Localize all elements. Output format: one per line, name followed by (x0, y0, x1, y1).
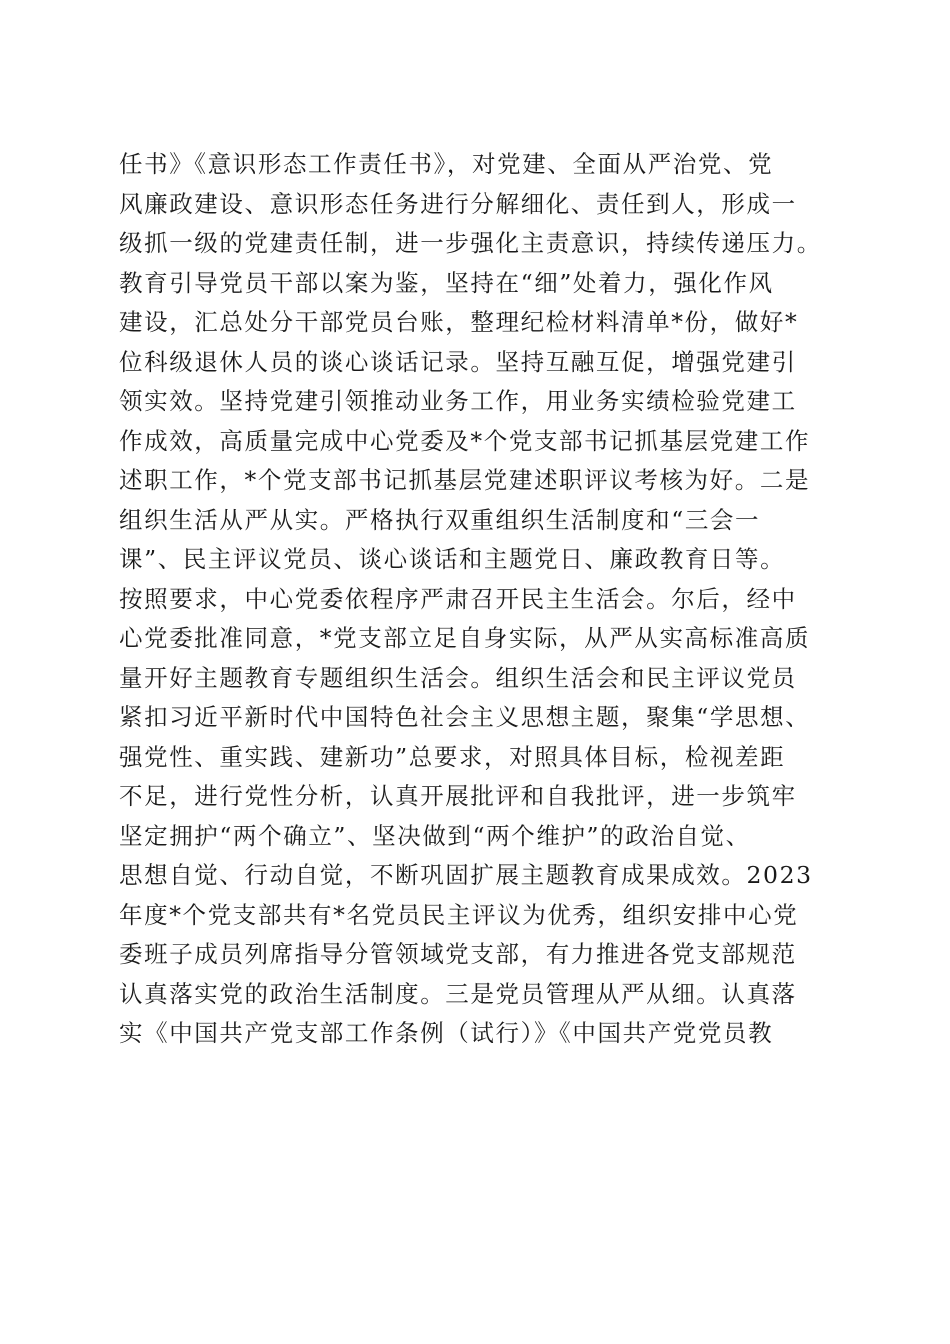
text-line: 认真落实党的政治生活制度。三是党员管理从严从细。认真落 (119, 979, 797, 1008)
text-line: 课”、民主评议党员、谈心谈话和主题党日、廉政教育日等。 (119, 545, 786, 573)
body-text (119, 145, 859, 1054)
text-line: 述职工作，*个党支部书记抓基层党建述职评议考核为好。二是 (119, 466, 811, 494)
text-line: 任书》《意识形态工作责任书》，对党建、全面从严治党、党 (119, 150, 774, 178)
text-line: 教育引导党员干部以案为鉴，坚持在“细”处着力，强化作风 (119, 268, 774, 297)
text-line: 位科级退休人员的谈心谈话记录。坚持互融互促，增强党建引 (119, 347, 797, 376)
text-line: 紧扣习近平新时代中国特色社会主义思想主题，聚集“学思想、 (119, 703, 811, 731)
text-line: 领实效。坚持党建引领推动业务工作，用业务实绩检验党建工 (119, 387, 797, 415)
text-line: 级抓一级的党建责任制，进一步强化主责意识，持续传递压力。 (119, 229, 822, 257)
text-line: 强党性、重实践、建新功”总要求，对照具体目标，检视差距 (119, 742, 786, 771)
text-line: 量开好主题教育专题组织生活会。组织生活会和民主评议党员 (119, 663, 797, 692)
text-line: 实《中国共产党支部工作条例（试行）》《中国共产党党员教 (119, 1019, 774, 1047)
text-line: 建设，汇总处分干部党员台账，整理纪检材料清单*份，做好* (119, 308, 799, 336)
text-line: 风廉政建设、意识形态任务进行分解细化、责任到人，形成一 (119, 189, 797, 218)
text-line: 委班子成员列席指导分管领域党支部，有力推进各党支部规范 (119, 940, 797, 968)
text-line: 年度*个党支部共有*名党员民主评议为优秀，组织安排中心党 (119, 900, 799, 929)
text-line: 思想自觉、行动自觉，不断巩固扩展主题教育成果成效。2023 (119, 861, 813, 889)
text-line: 组织生活从严从实。严格执行双重组织生活制度和“三会一 (119, 505, 761, 534)
text-line: 坚定拥护“两个确立”、坚决做到“两个维护”的政治自觉、 (119, 821, 751, 850)
text-line: 不足，进行党性分析，认真开展批评和自我批评，进一步筑牢 (119, 782, 797, 810)
text-line: 作成效，高质量完成中心党委及*个党支部书记抓基层党建工作 (119, 426, 811, 455)
text-line: 心党委批准同意，*党支部立足自身实际，从严从实高标准高质 (119, 624, 811, 652)
text-line: 按照要求，中心党委依程序严肃召开民主生活会。尔后，经中 (119, 584, 797, 613)
